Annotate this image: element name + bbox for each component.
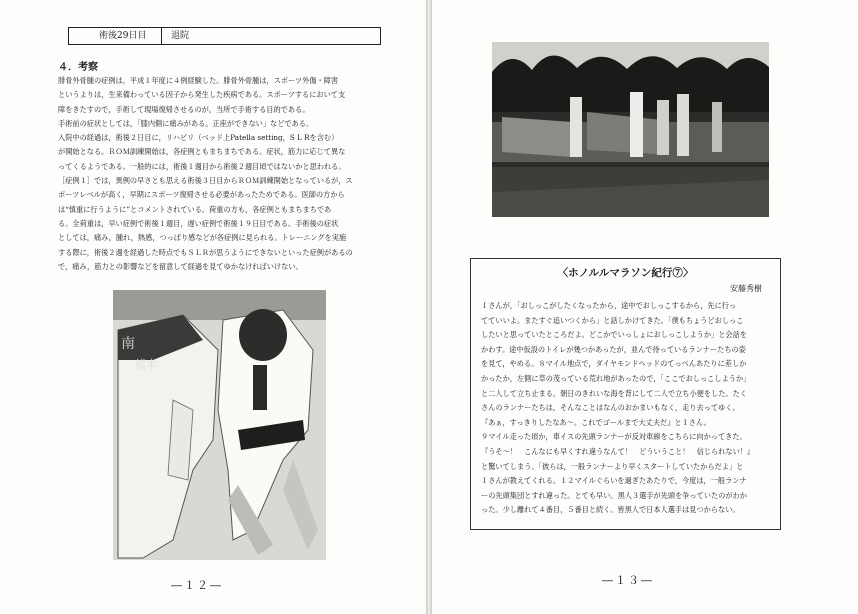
schedule-row-header (68, 27, 381, 45)
essay-line: かったか，左側に草の茂っている荒れ地があったので，「ここでおしっこしようか」 (481, 373, 751, 383)
judo-photo (113, 290, 326, 560)
page-number-left: ―１２― (171, 579, 223, 592)
essay-line: 『うそ～！ こんなにも早くすれ違うなんて！ どういうこと！ 信じられない！』 (481, 446, 755, 456)
body-line: ってくるようである。一般的には，術後１週目から術後２週目頃ではないかと思われる。 (58, 161, 346, 171)
section-title: ４．考察 (58, 62, 98, 73)
body-line: というよりは，生来備わっている因子から発生した疾病である。スポーツするにおいて支 (58, 90, 346, 100)
essay-line: と二人して立ち止まる。朝日のきれいな海を背にして二人で立ち小便をした。たく (481, 388, 747, 398)
essay-line: さんのランナーたちは，そんなことはなんのおかまいもなく，走り去ってゆく。 (481, 403, 740, 413)
essay-line: ９マイル走った頃か，車イスの先頭ランナーが反対車線をこちらに向かってきた。 (481, 432, 747, 442)
essay-line: 『あぁ，すっきりしたなあ～。これでゴールまで大丈夫だ』とＩさん。 (481, 417, 711, 427)
body-line: る。全荷重は，早い症例で術後１週目，遅い症例で術後１９日目である。手術後の症状 (58, 218, 339, 228)
discussion-body (58, 74, 384, 274)
essay-line: った。少し離れて４番目，５番目と続く。皆黒人で日本人選手は見つからない。 (481, 505, 740, 515)
marathon-photo (492, 42, 769, 217)
essay-line: Ｉさんが教えてくれる。１２マイルぐらいを過ぎたあたりで，今度は，一般ランナ (481, 476, 747, 486)
body-line: 腓骨外骨腫の症例は，平成１年度に４例経験した。腓骨外骨腫は，スポーツ外傷・障害 (58, 76, 339, 85)
essay-line: ーの先頭集団とすれ違った。とても早い。黒人３選手が先頭を争っていたのがわか (481, 490, 747, 500)
page-number-right: ―１３― (602, 574, 654, 587)
body-line: で，痛み，筋力との影響などを留意して経過を見てゆかなければいけない。 (58, 261, 303, 271)
body-line: ［症例１］では，異例の早さとも思える術後３日目からＲＯＭ訓練開始となっているが，ス (58, 176, 353, 186)
essay-line: を見て，やめる。８マイル地点で，ダイヤモンドヘッドのてっぺんあたりに差しか (481, 359, 747, 369)
body-line: としては，痛み，腫れ，熱感，つっぱり感などが各症例に見られる。トレーニングを実施 (58, 233, 347, 243)
judo-photo-image (113, 290, 326, 560)
body-line: 入院中の経過は，術後２日目に，リハビリ（ベッド上Patella setting，S L Rを含む） (58, 133, 339, 143)
body-line: は“慎重に行うように”とコメントされている。荷重の方も，各症例ともまちまちであ (58, 204, 332, 214)
body-line: 手術前の症状としては，「膝内側に痛みがある。正座ができない」などである。 (58, 118, 314, 128)
essay-author: 安藤秀樹 (730, 284, 762, 293)
essay-line: かわす。途中仮設のトイレが幾つかあったが，並んで待っているランナーたちの姿 (481, 344, 746, 354)
header-event: 退院 (171, 31, 190, 41)
body-line: ポーツレベルが高く，早期にスポーツ復帰させる必要があったためである。医師の方から (58, 190, 345, 200)
essay-title: 〈ホノルルマラソン紀行⑦〉 (557, 267, 694, 279)
essay-line: したいと思っていたところだよ。どこかでいっしょにおしっこしようか」と会話を (481, 330, 747, 340)
essay-body (481, 299, 773, 518)
svg-text:南: 南 (121, 336, 135, 352)
left-page (0, 0, 426, 614)
essay-line: Ｉさんが，「おしっこがしたくなったから，途中でおしっこするから，先に行っ (481, 301, 737, 310)
essay-line: てていいよ。またすぐ追いつくから」と話しかけてきた。「僕もちょうどおしっこ (481, 315, 744, 325)
body-line: する際に，術後２週を経過した時点でもＳＬＲが思うようにできないといった症例があるの (58, 247, 353, 257)
header-divider (161, 28, 162, 44)
essay-line: と驚いてしまう。「彼らは，一般ランナーより早くスタートしていたからだよ」と (481, 461, 744, 471)
essay-box (470, 258, 781, 530)
svg-text:熊本: 熊本 (135, 358, 157, 371)
marathon-photo-image (492, 42, 769, 217)
body-line: が開始となる。ＲＯＭ訓練開始は，各症例ともまちまちである。症状，筋力に応じて異な (58, 147, 346, 157)
body-line: 障をきたすので，手術して現場復帰させるのが，当所で手術する目的である。 (58, 104, 310, 114)
header-day: 術後29日目 (99, 31, 147, 41)
right-page (432, 0, 858, 614)
